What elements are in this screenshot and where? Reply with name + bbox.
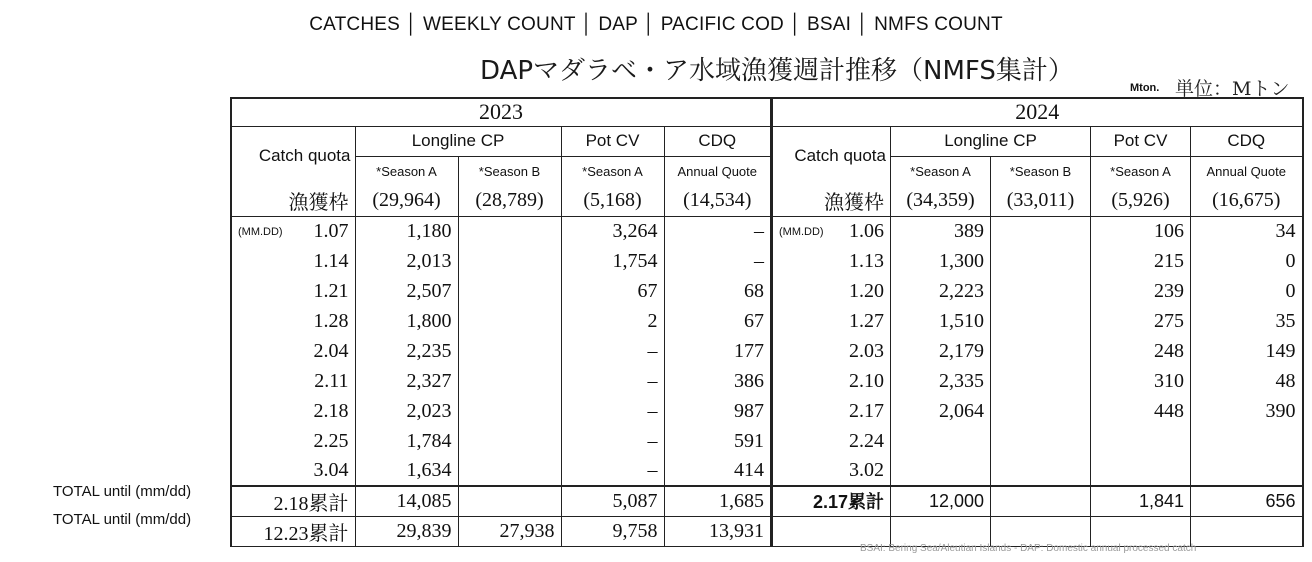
cell-value: 177 bbox=[734, 339, 765, 362]
cell-value: 1.13 bbox=[849, 249, 884, 272]
total1-label-2023: 2.18累計 bbox=[231, 486, 355, 517]
total-label-1: TOTAL until (mm/dd) bbox=[53, 483, 192, 500]
cell-pot bbox=[1091, 396, 1191, 426]
rows-2023 bbox=[231, 216, 771, 486]
table-2024 bbox=[772, 97, 1304, 547]
year-2024: 2024 bbox=[773, 98, 1303, 126]
cell-pot bbox=[1091, 216, 1191, 246]
quota-ll-b-2024: (33,011) bbox=[991, 186, 1091, 216]
table-row bbox=[231, 456, 771, 486]
rows-2024 bbox=[773, 216, 1303, 486]
quota-ll-a-2023: (29,964) bbox=[355, 186, 458, 216]
table-2023 bbox=[230, 97, 772, 547]
cell-value: 35 bbox=[1275, 309, 1296, 332]
cell-value: 239 bbox=[1154, 279, 1184, 302]
cell-ll-b bbox=[991, 396, 1091, 426]
table-row bbox=[773, 366, 1303, 396]
cell-date bbox=[231, 306, 355, 336]
cell-value: – bbox=[647, 369, 658, 392]
cell-value: 2.10 bbox=[849, 369, 884, 392]
total1-pot-2024: 1,841 bbox=[1091, 486, 1191, 516]
year-2023: 2023 bbox=[231, 98, 771, 126]
cell-value: 389 bbox=[954, 219, 984, 242]
cell-cdq bbox=[664, 396, 771, 426]
cell-value: 310 bbox=[1154, 369, 1184, 392]
cell-ll-b bbox=[458, 336, 561, 366]
sub-ll-b-2023: *Season B bbox=[458, 156, 561, 186]
group-pot-2023: Pot CV bbox=[561, 126, 664, 156]
cell-value: 1,510 bbox=[939, 309, 984, 332]
cell-pot bbox=[1091, 246, 1191, 276]
cell-value: 1,300 bbox=[939, 249, 984, 272]
quota-ll-b-2023: (28,789) bbox=[458, 186, 561, 216]
cell-value: 2,179 bbox=[939, 339, 984, 362]
cell-value: – bbox=[754, 249, 765, 272]
quota-cdq-2023: (14,534) bbox=[664, 186, 771, 216]
sub-cdq-2023: Annual Quote bbox=[664, 156, 771, 186]
cell-ll-b bbox=[991, 306, 1091, 336]
cell-value: 2 bbox=[647, 309, 658, 332]
cell-ll-b bbox=[991, 426, 1091, 456]
cell-value: – bbox=[647, 459, 658, 481]
cell-date bbox=[231, 396, 355, 426]
quota-pot-a-2023: (5,168) bbox=[561, 186, 664, 216]
cell-value: 2,013 bbox=[406, 249, 452, 272]
table-row bbox=[231, 216, 771, 246]
table-row bbox=[773, 216, 1303, 246]
quota-label-2024: 漁獲枠 bbox=[773, 186, 891, 216]
total-label-2: TOTAL until (mm/dd) bbox=[53, 511, 192, 528]
total2-pot-2023: 9,758 bbox=[561, 517, 664, 547]
cell-value: – bbox=[647, 339, 658, 362]
group-longline-2023: Longline CP bbox=[355, 126, 561, 156]
cell-ll-b bbox=[991, 216, 1091, 246]
cell-value: 2.17 bbox=[849, 399, 884, 422]
cell-value: 3.02 bbox=[849, 459, 884, 481]
sub-ll-b-2024: *Season B bbox=[991, 156, 1091, 186]
cell-date bbox=[773, 426, 891, 456]
cell-ll-b bbox=[991, 336, 1091, 366]
cell-cdq bbox=[1191, 396, 1303, 426]
cell-ll-b bbox=[991, 276, 1091, 306]
total2-label-2024 bbox=[773, 516, 891, 546]
cell-ll-a bbox=[891, 426, 991, 456]
cell-cdq bbox=[664, 336, 771, 366]
cell-cdq bbox=[1191, 306, 1303, 336]
cell-pot bbox=[1091, 456, 1191, 486]
cell-value: 386 bbox=[734, 369, 765, 392]
cell-value: 3,264 bbox=[612, 219, 658, 242]
cell-pot bbox=[561, 396, 664, 426]
cell-value: 3.04 bbox=[313, 459, 349, 481]
cell-ll-a bbox=[355, 336, 458, 366]
cell-value: 2.11 bbox=[314, 369, 349, 392]
cell-value: 1.20 bbox=[849, 279, 884, 302]
table-row bbox=[773, 396, 1303, 426]
cell-ll-a bbox=[355, 396, 458, 426]
total1-ll-a-2023: 14,085 bbox=[355, 486, 458, 517]
cell-date bbox=[231, 276, 355, 306]
cell-cdq bbox=[1191, 276, 1303, 306]
cell-ll-b bbox=[458, 216, 561, 246]
cell-pot bbox=[1091, 276, 1191, 306]
cell-value: 248 bbox=[1154, 339, 1184, 362]
cell-ll-a bbox=[891, 246, 991, 276]
cell-pot bbox=[1091, 336, 1191, 366]
cell-ll-a bbox=[891, 306, 991, 336]
table-row bbox=[231, 306, 771, 336]
cell-date bbox=[231, 456, 355, 486]
cell-value: 2.18 bbox=[313, 399, 349, 422]
cell-cdq bbox=[664, 306, 771, 336]
cell-ll-b bbox=[458, 426, 561, 456]
cell-value: 67 bbox=[744, 309, 765, 332]
sub-cdq-2024: Annual Quote bbox=[1191, 156, 1303, 186]
cell-ll-b bbox=[991, 366, 1091, 396]
cell-cdq bbox=[1191, 366, 1303, 396]
sub-ll-a-2024: *Season A bbox=[891, 156, 991, 186]
cell-value: 1.07 bbox=[313, 219, 349, 242]
cell-date bbox=[773, 246, 891, 276]
cell-date bbox=[773, 456, 891, 486]
total1-pot-2023: 5,087 bbox=[561, 486, 664, 517]
total1-cdq-2023: 1,685 bbox=[664, 486, 771, 517]
unit-label-en: Mton. bbox=[1130, 82, 1160, 94]
cell-value: 149 bbox=[1265, 339, 1296, 362]
mmdd-label: (MM.DD) bbox=[238, 225, 283, 238]
cell-value: 34 bbox=[1275, 219, 1296, 242]
cell-ll-a bbox=[891, 216, 991, 246]
cell-value: 275 bbox=[1154, 309, 1184, 332]
cell-date bbox=[231, 336, 355, 366]
group-cdq-2023: CDQ bbox=[664, 126, 771, 156]
cell-pot bbox=[561, 426, 664, 456]
cell-pot bbox=[561, 216, 664, 246]
cell-pot bbox=[561, 246, 664, 276]
cell-value: 1.14 bbox=[313, 249, 349, 272]
cell-value: 68 bbox=[744, 279, 765, 302]
cell-cdq bbox=[664, 426, 771, 456]
table-row bbox=[231, 246, 771, 276]
group-cdq-2024: CDQ bbox=[1191, 126, 1303, 156]
total1-ll-b-2024 bbox=[991, 486, 1091, 516]
quota-ll-a-2024: (34,359) bbox=[891, 186, 991, 216]
cell-cdq bbox=[1191, 216, 1303, 246]
cell-value: 0 bbox=[1285, 249, 1296, 272]
catch-quota-label-2024: Catch quota bbox=[773, 126, 891, 186]
cell-value: 0 bbox=[1285, 279, 1296, 302]
cell-cdq bbox=[1191, 426, 1303, 456]
cell-value: 106 bbox=[1154, 219, 1184, 242]
cell-date bbox=[231, 216, 355, 246]
quota-cdq-2024: (16,675) bbox=[1191, 186, 1303, 216]
total2-ll-b-2023: 27,938 bbox=[458, 517, 561, 547]
cell-value: 1,784 bbox=[406, 429, 452, 452]
total2-ll-a-2024 bbox=[891, 516, 991, 546]
table-row bbox=[231, 396, 771, 426]
cell-date bbox=[231, 246, 355, 276]
cell-pot bbox=[561, 366, 664, 396]
cell-value: 2,023 bbox=[406, 399, 452, 422]
cell-value: 1.06 bbox=[849, 219, 884, 242]
cell-cdq bbox=[664, 216, 771, 246]
total1-cdq-2024: 656 bbox=[1191, 486, 1303, 516]
total2-cdq-2023: 13,931 bbox=[664, 517, 771, 547]
cell-value: 2.03 bbox=[849, 339, 884, 362]
cell-cdq bbox=[664, 246, 771, 276]
cell-value: 2.24 bbox=[849, 429, 884, 452]
cell-pot bbox=[561, 276, 664, 306]
total2-ll-a-2023: 29,839 bbox=[355, 517, 458, 547]
cell-ll-b bbox=[991, 456, 1091, 486]
sub-ll-a-2023: *Season A bbox=[355, 156, 458, 186]
cell-pot bbox=[561, 306, 664, 336]
unit-label-jp: 単位：Mトン bbox=[1175, 78, 1290, 100]
table-row bbox=[773, 426, 1303, 456]
cell-value: 390 bbox=[1265, 399, 1296, 422]
japanese-title: DAPマダラベ・ア水域漁獲週計推移（NMFS集計） bbox=[480, 56, 1074, 86]
cell-ll-b bbox=[458, 306, 561, 336]
table-row bbox=[231, 276, 771, 306]
cell-value: 1.21 bbox=[313, 279, 349, 302]
cell-ll-a bbox=[891, 366, 991, 396]
total1-ll-a-2024: 12,000 bbox=[891, 486, 991, 516]
group-pot-2024: Pot CV bbox=[1091, 126, 1191, 156]
cell-value: 1.28 bbox=[313, 309, 349, 332]
cell-value: 1,634 bbox=[406, 459, 452, 481]
cell-date bbox=[773, 306, 891, 336]
cell-value: 2,223 bbox=[939, 279, 984, 302]
cell-value: 2,064 bbox=[939, 399, 984, 422]
cell-ll-a bbox=[355, 456, 458, 486]
total2-cdq-2024 bbox=[1191, 516, 1303, 546]
cell-pot bbox=[1091, 306, 1191, 336]
cell-cdq bbox=[664, 456, 771, 486]
mmdd-label: (MM.DD) bbox=[779, 225, 824, 238]
cell-value: – bbox=[647, 429, 658, 452]
cell-ll-b bbox=[458, 246, 561, 276]
cell-ll-a bbox=[355, 216, 458, 246]
cell-ll-a bbox=[355, 246, 458, 276]
table-row bbox=[773, 336, 1303, 366]
cell-ll-b bbox=[458, 276, 561, 306]
table-row bbox=[231, 336, 771, 366]
cell-pot bbox=[1091, 426, 1191, 456]
cell-ll-a bbox=[891, 336, 991, 366]
cell-ll-b bbox=[458, 456, 561, 486]
cell-cdq bbox=[664, 366, 771, 396]
cell-cdq bbox=[1191, 246, 1303, 276]
cell-date bbox=[773, 216, 891, 246]
cell-value: 2,507 bbox=[406, 279, 452, 302]
page-topline: CATCHES │ WEEKLY COUNT │ DAP │ PACIFIC COD │ BSAI │ NMFS COUNT bbox=[309, 14, 1003, 35]
cell-ll-b bbox=[991, 246, 1091, 276]
cell-value: 414 bbox=[734, 459, 765, 481]
total2-ll-b-2024 bbox=[991, 516, 1091, 546]
cell-value: 2,327 bbox=[406, 369, 452, 392]
cell-ll-a bbox=[891, 396, 991, 426]
cell-value: 1,754 bbox=[612, 249, 658, 272]
cell-value: 48 bbox=[1275, 369, 1296, 392]
cell-ll-b bbox=[458, 366, 561, 396]
total1-ll-b-2023 bbox=[458, 486, 561, 517]
cell-date bbox=[773, 276, 891, 306]
cell-value: 2.25 bbox=[313, 429, 349, 452]
cell-pot bbox=[561, 336, 664, 366]
sub-pot-a-2024: *Season A bbox=[1091, 156, 1191, 186]
cell-value: 2,335 bbox=[939, 369, 984, 392]
table-row bbox=[231, 366, 771, 396]
cell-pot bbox=[1091, 366, 1191, 396]
cell-ll-b bbox=[458, 396, 561, 426]
quota-pot-a-2024: (5,926) bbox=[1091, 186, 1191, 216]
cell-value: 1,800 bbox=[406, 309, 452, 332]
cell-pot bbox=[561, 456, 664, 486]
table-row bbox=[773, 456, 1303, 486]
cell-ll-a bbox=[891, 456, 991, 486]
total2-pot-2024 bbox=[1091, 516, 1191, 546]
total1-label-2024: 2.17累計 bbox=[773, 486, 891, 516]
cell-date bbox=[773, 366, 891, 396]
table-row bbox=[231, 426, 771, 456]
cell-value: – bbox=[754, 219, 765, 242]
cell-date bbox=[773, 396, 891, 426]
footnote: BSAI: Bering Sea/Aleutian Islands - DAP: Domestic annual processed catch bbox=[860, 543, 1197, 554]
table-row bbox=[773, 246, 1303, 276]
cell-value: – bbox=[647, 399, 658, 422]
cell-cdq bbox=[1191, 336, 1303, 366]
cell-ll-a bbox=[355, 306, 458, 336]
cell-value: 448 bbox=[1154, 399, 1184, 422]
cell-value: 987 bbox=[734, 399, 765, 422]
cell-date bbox=[231, 366, 355, 396]
cell-value: 1,180 bbox=[406, 219, 452, 242]
cell-value: 2,235 bbox=[406, 339, 452, 362]
cell-ll-a bbox=[355, 426, 458, 456]
cell-date bbox=[773, 336, 891, 366]
cell-value: 591 bbox=[734, 429, 765, 452]
cell-value: 67 bbox=[637, 279, 658, 302]
cell-value: 2.04 bbox=[313, 339, 349, 362]
cell-date bbox=[231, 426, 355, 456]
quota-label-2023: 漁獲枠 bbox=[231, 186, 355, 216]
cell-cdq bbox=[664, 276, 771, 306]
group-longline-2024: Longline CP bbox=[891, 126, 1091, 156]
sub-pot-a-2023: *Season A bbox=[561, 156, 664, 186]
cell-ll-a bbox=[355, 366, 458, 396]
catch-quota-label: Catch quota bbox=[231, 126, 355, 186]
cell-value: 215 bbox=[1154, 249, 1184, 272]
table-row bbox=[773, 276, 1303, 306]
table-row bbox=[773, 306, 1303, 336]
cell-ll-a bbox=[355, 276, 458, 306]
cell-ll-a bbox=[891, 276, 991, 306]
cell-value: 1.27 bbox=[849, 309, 884, 332]
cell-cdq bbox=[1191, 456, 1303, 486]
total2-label-2023: 12.23累計 bbox=[231, 517, 355, 547]
